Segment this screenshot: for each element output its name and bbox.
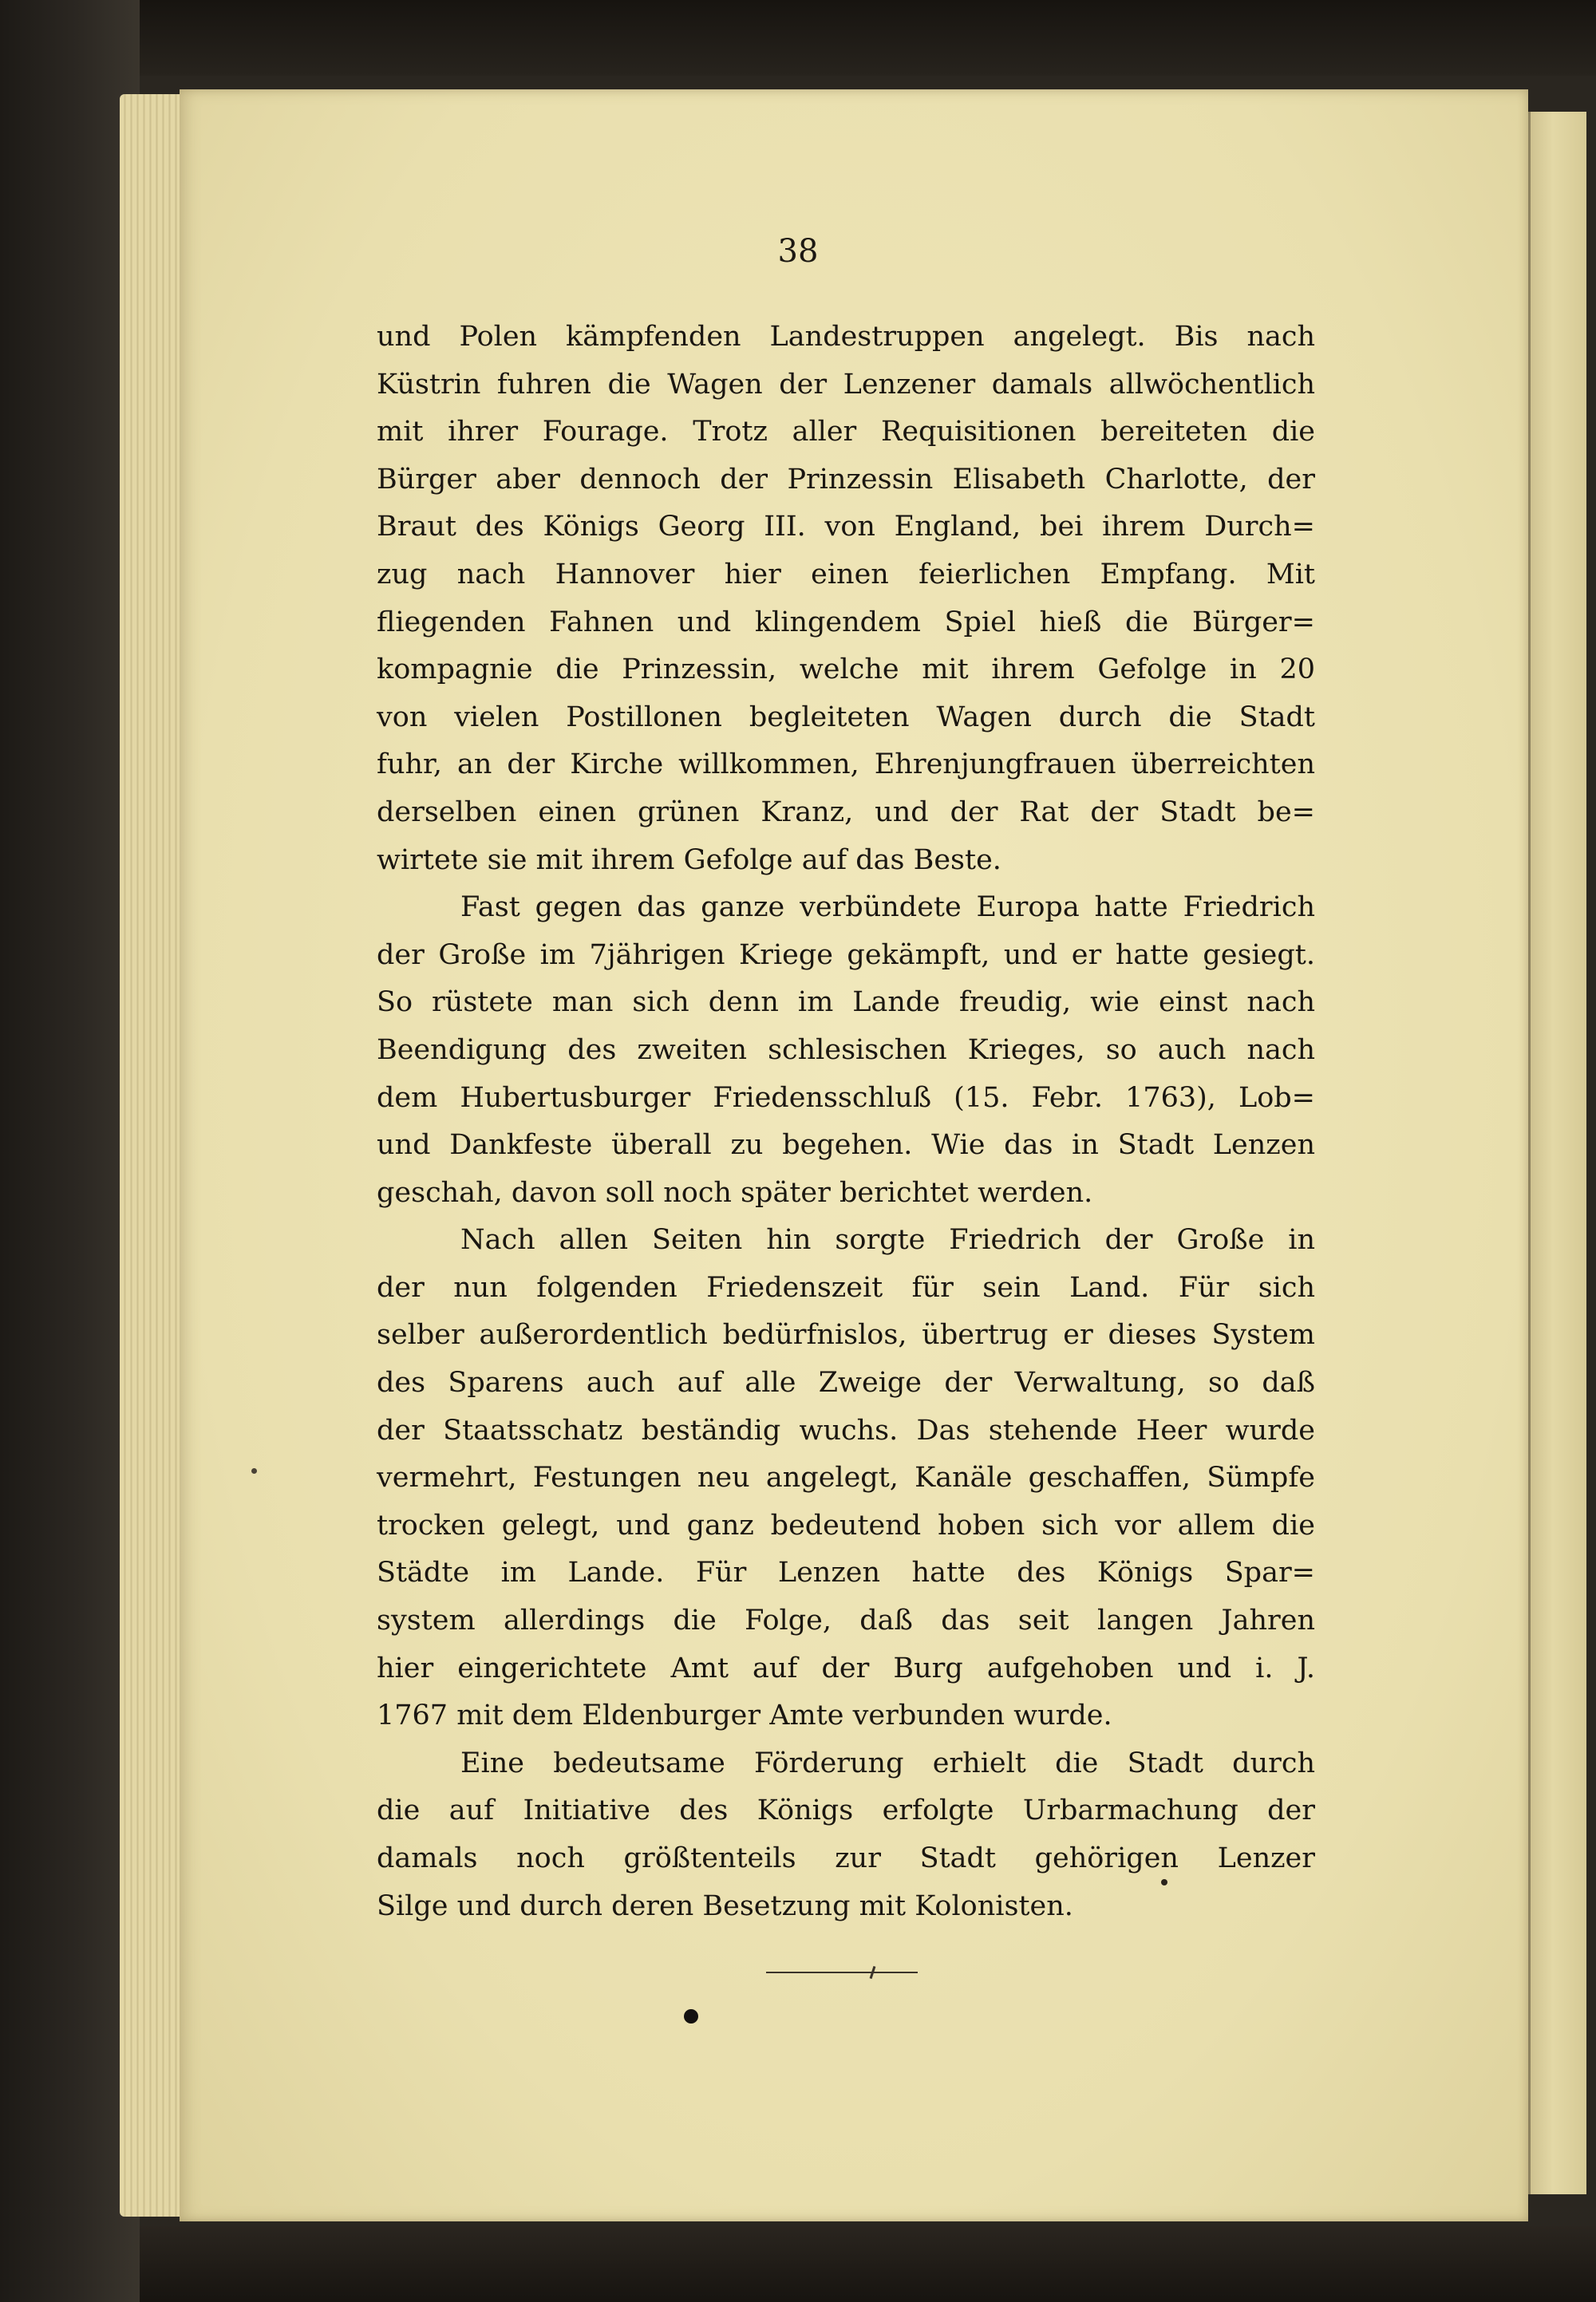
text-line: wirtete sie mit ihrem Gefolge auf das Beste.	[377, 843, 1001, 876]
text-line: dem Hubertusburger Friedensschluß (15. Febr. 1763), Lob=	[377, 1081, 1315, 1114]
paragraph	[377, 314, 1315, 884]
text-line: So rüstete man sich denn im Lande freudig, wie einst nach	[377, 986, 1315, 1019]
text-line: der nun folgenden Friedenszeit für sein Land. Für sich	[377, 1271, 1315, 1304]
text-line: der Staatsschatz beständig wuchs. Das stehende Heer wurde	[377, 1414, 1315, 1447]
margin-speck	[251, 1468, 257, 1474]
paragraph	[377, 1740, 1315, 1930]
page-number: 38	[777, 233, 819, 270]
text-line: Beendigung des zweiten schlesischen Krieges, so auch nach	[377, 1033, 1315, 1066]
text-line: Nach allen Seiten hin sorgte Friedrich der Große in	[460, 1224, 1315, 1257]
text-line: die auf Initiative des Königs erfolgte Urbarmachung der	[377, 1795, 1315, 1827]
text-line: 1767 mit dem Eldenburger Amte verbunden wurde.	[377, 1700, 1112, 1732]
paragraph	[377, 1217, 1315, 1740]
text-line: zug nach Hannover hier einen feierlichen Empfang. Mit	[377, 558, 1315, 590]
text-line: vermehrt, Festungen neu angelegt, Kanäle geschaffen, Sümpfe	[377, 1462, 1315, 1495]
text-line: hier eingerichtete Amt auf der Burg aufgehoben und i. J.	[377, 1652, 1315, 1684]
ink-spot	[684, 2009, 698, 2024]
text-line: geschah, davon soll noch später berichtet werden.	[377, 1176, 1093, 1209]
book-binding-left	[0, 0, 140, 2302]
divider-line	[766, 1972, 918, 1973]
text-line: Städte im Lande. Für Lenzen hatte des Königs Spar=	[377, 1557, 1315, 1589]
text-line: fuhr, an der Kirche willkommen, Ehrenjungfrauen überreichten	[377, 748, 1315, 781]
text-line: Fast gegen das ganze verbündete Europa hatte Friedrich	[460, 891, 1315, 924]
text-line: trocken gelegt, und ganz bedeutend hoben sich vor allem die	[377, 1509, 1315, 1542]
text-line: Bürger aber dennoch der Prinzessin Elisabeth Charlotte, der	[377, 463, 1315, 496]
text-line: derselben einen grünen Kranz, und der Rat der Stadt be=	[377, 796, 1315, 828]
text-line: der Große im 7jährigen Kriege gekämpft, und er hatte gesiegt.	[377, 938, 1315, 971]
section-divider	[766, 1964, 918, 1980]
text-line: Silge und durch deren Besetzung mit Kolonisten.	[377, 1889, 1073, 1922]
book-binding-bottom	[0, 2226, 1596, 2302]
text-line: und Polen kämpfenden Landestruppen angelegt. Bis nach	[377, 321, 1315, 353]
footnote-mark	[1161, 1879, 1167, 1885]
text-line: von vielen Postillonen begleiteten Wagen durch die Stadt	[377, 701, 1315, 733]
text-line: mit ihrer Fourage. Trotz aller Requisitionen bereiteten die	[377, 416, 1315, 448]
text-line: damals noch größtenteils zur Stadt gehörigen Lenzer	[377, 1842, 1315, 1874]
body-text	[377, 314, 1315, 1930]
text-line: kompagnie die Prinzessin, welche mit ihrem Gefolge in 20	[377, 653, 1315, 686]
paragraph	[377, 884, 1315, 1217]
text-line: fliegenden Fahnen und klingendem Spiel hieß die Bürger=	[377, 606, 1315, 638]
facing-page-edge	[1528, 112, 1586, 2194]
text-line: des Sparens auch auf alle Zweige der Verwaltung, so daß	[377, 1367, 1315, 1400]
text-line: Küstrin fuhren die Wagen der Lenzener damals allwöchentlich	[377, 368, 1315, 401]
text-line: Eine bedeutsame Förderung erhielt die Stadt durch	[460, 1747, 1315, 1779]
book-binding-top	[0, 0, 1596, 76]
text-line: selber außerordentlich bedürfnislos, übertrug er dieses System	[377, 1319, 1315, 1352]
text-line: und Dankfeste überall zu begehen. Wie das in Stadt Lenzen	[377, 1129, 1315, 1162]
text-line: Braut des Königs Georg III. von England, bei ihrem Durch=	[377, 511, 1315, 543]
text-line: system allerdings die Folge, daß das seit langen Jahren	[377, 1605, 1315, 1637]
